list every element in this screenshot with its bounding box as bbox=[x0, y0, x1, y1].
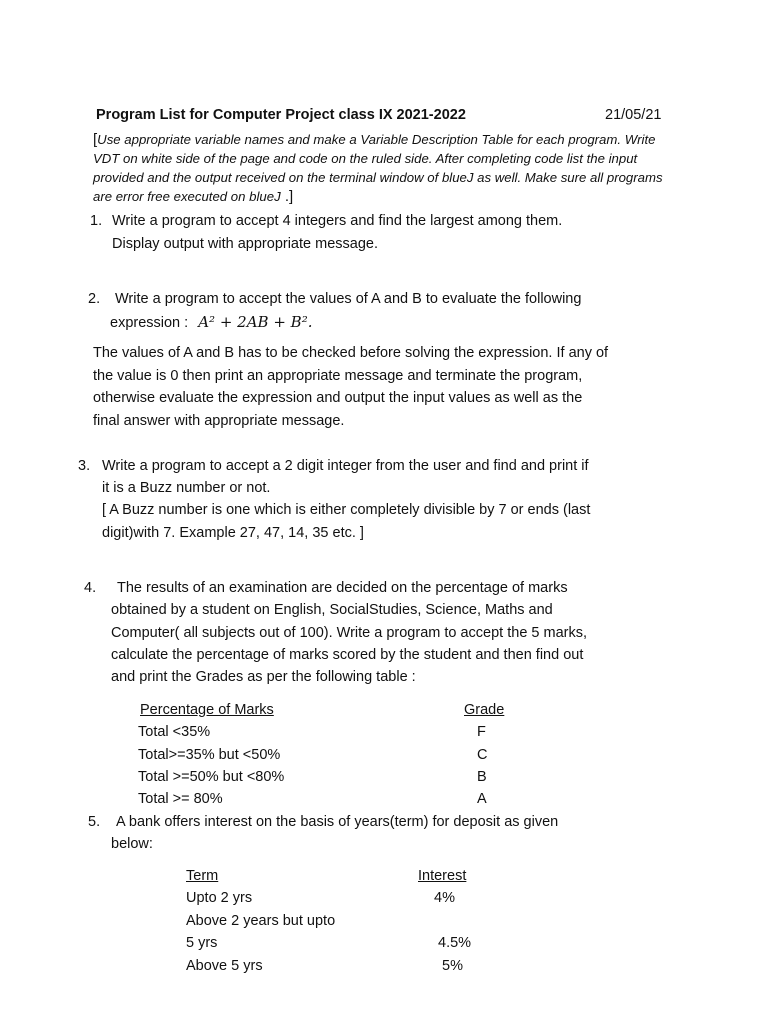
note-text: Use appropriate variable names and make a Variable Description Table for each program. Write VDT on white side of the page and code on the ruled side. After completing code list the input provided and the output received on the terminal window of blueJ as well. Make sure all programs are error free executed on blueJ bbox=[93, 132, 663, 204]
paragraph-line: final answer with appropriate message. bbox=[93, 413, 345, 429]
table-header: Grade bbox=[464, 702, 505, 718]
note-open-bracket: [ bbox=[93, 131, 98, 148]
question-line: below: bbox=[111, 836, 153, 852]
table-cell: Above 2 years but upto bbox=[186, 913, 336, 929]
paragraph-line: the value is 0 then print an appropriate message and terminate the program, bbox=[93, 368, 583, 384]
table-cell: Total >=50% but <80% bbox=[138, 769, 285, 785]
table-cell: A bbox=[477, 791, 487, 807]
table-cell: 5% bbox=[442, 958, 463, 974]
table-cell: F bbox=[477, 724, 486, 740]
question-line: and print the Grades as per the following table : bbox=[111, 669, 416, 685]
question-line: Display output with appropriate message. bbox=[112, 236, 378, 252]
question-line: it is a Buzz number or not. bbox=[102, 480, 271, 496]
question-line: calculate the percentage of marks scored by the student and then find out bbox=[111, 647, 584, 663]
table-cell: B bbox=[477, 769, 487, 785]
table-cell: 4% bbox=[434, 890, 455, 906]
table-header: Term bbox=[186, 868, 219, 884]
table-cell: Total >= 80% bbox=[138, 791, 223, 807]
expression-label: expression : bbox=[110, 315, 189, 331]
paragraph-line: The values of A and B has to be checked before solving the expression. If any of bbox=[93, 345, 609, 361]
table-cell: Total>=35% but <50% bbox=[138, 747, 281, 763]
question-line: [ A Buzz number is one which is either completely divisible by 7 or ends (last bbox=[102, 502, 591, 518]
question-line bbox=[110, 311, 312, 335]
question-line: obtained by a student on English, SocialStudies, Science, Maths and bbox=[111, 602, 553, 618]
question-number: 2. bbox=[88, 291, 101, 307]
question-line: A bank offers interest on the basis of years(term) for deposit as given bbox=[116, 814, 559, 830]
table-cell: C bbox=[477, 747, 488, 763]
question-number: 1. bbox=[90, 213, 103, 229]
table-cell: 4.5% bbox=[438, 935, 472, 951]
instruction-note bbox=[93, 130, 673, 206]
question-line: Write a program to accept the values of A and B to evaluate the following bbox=[115, 291, 582, 307]
table-cell: Total <35% bbox=[138, 724, 211, 740]
table-cell: Upto 2 yrs bbox=[186, 890, 253, 906]
question-line: The results of an examination are decided on the percentage of marks bbox=[117, 580, 568, 596]
math-expression: A² + 2AB + B². bbox=[198, 313, 313, 331]
document-date: 21/05/21 bbox=[605, 107, 662, 123]
question-line: digit)with 7. Example 27, 47, 14, 35 etc. ] bbox=[102, 525, 364, 541]
question-line: Computer( all subjects out of 100). Write a program to accept the 5 marks, bbox=[111, 625, 588, 641]
question-line: Write a program to accept a 2 digit integer from the user and find and print if bbox=[102, 458, 589, 474]
question-line: Write a program to accept 4 integers and find the largest among them. bbox=[112, 213, 563, 229]
paragraph-line: otherwise evaluate the expression and output the input values as well as the bbox=[93, 390, 583, 406]
table-cell: Above 5 yrs bbox=[186, 958, 263, 974]
question-number: 4. bbox=[84, 580, 97, 596]
table-cell: 5 yrs bbox=[186, 935, 218, 951]
table-header: Percentage of Marks bbox=[140, 702, 274, 718]
table-header: Interest bbox=[418, 868, 467, 884]
page-title: Program List for Computer Project class IX 2021-2022 bbox=[96, 107, 466, 123]
question-number: 3. bbox=[78, 458, 91, 474]
question-number: 5. bbox=[88, 814, 101, 830]
note-close-bracket: .] bbox=[280, 188, 294, 205]
